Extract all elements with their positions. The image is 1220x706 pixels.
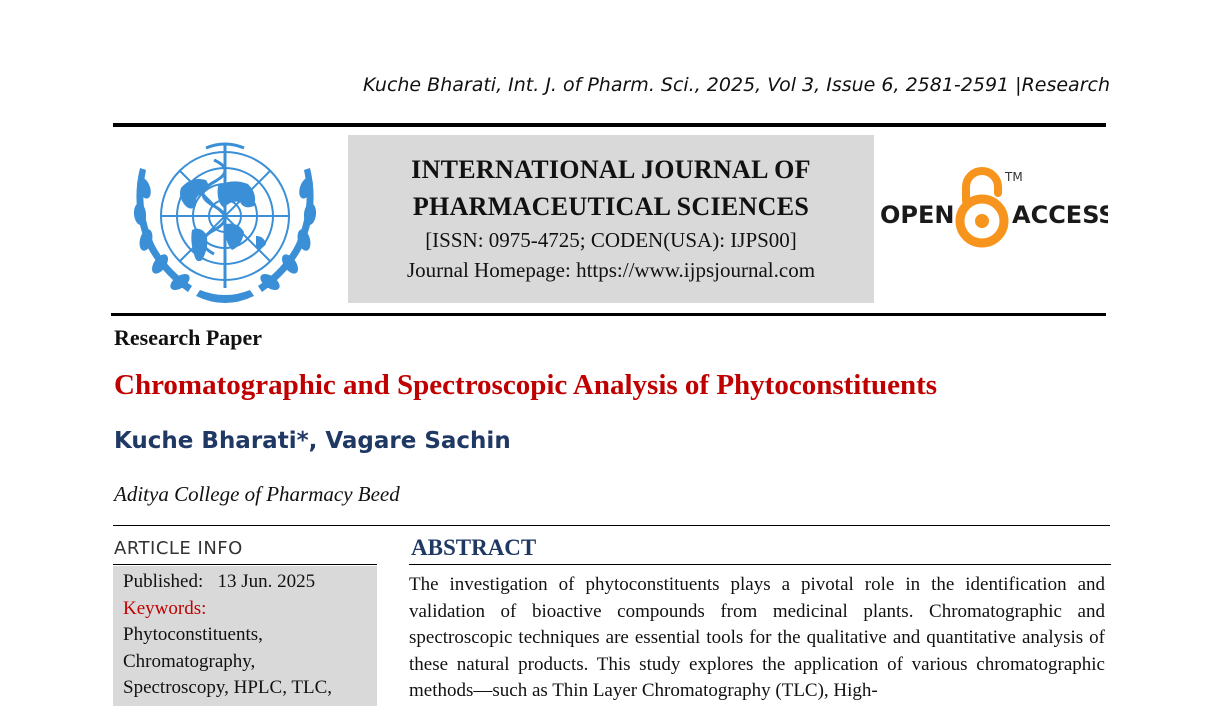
un-emblem-logo — [126, 138, 324, 306]
trademark-mark: TM — [1005, 170, 1023, 184]
keywords-label: Keywords: — [123, 597, 207, 619]
keyword-line: Spectroscopy, HPLC, TLC, — [123, 677, 332, 698]
published-line — [123, 569, 377, 596]
paper-type: Research Paper — [114, 325, 263, 350]
published-date: 13 Jun. 2025 — [217, 571, 316, 592]
header-rule-top — [113, 123, 1106, 127]
abstract-text: The investigation of phytoconstituents plays a pivotal role in the identification and validation of bioactive compounds from medicinal plants. Chromatographic and spectroscopic techniques are essential tools for the qualitative and quantitative analysis of these natural products. This study explores the application of various chromatographic methods—such as Thin Layer Chromatography (TLC), High- — [409, 574, 1105, 701]
journal-name-line1: INTERNATIONAL JOURNAL OF — [411, 155, 811, 184]
open-access-right-word: ACCESS — [1012, 201, 1108, 229]
citation-header: Kuche Bharati, Int. J. of Pharm. Sci., 2025, Vol 3, Issue 6, 2581-2591 |Research — [362, 74, 1110, 96]
journal-issn: [ISSN: 0975-4725; CODEN(USA): IJPS00] — [425, 228, 797, 252]
open-access-left-word: OPEN — [880, 201, 955, 229]
article-info-rule — [113, 564, 377, 565]
journal-name-line2: PHARMACEUTICAL SCIENCES — [412, 192, 810, 221]
article-info-heading: ARTICLE INFO — [114, 538, 243, 559]
article-info-box — [113, 566, 377, 706]
journal-name — [348, 151, 874, 225]
keyword-line: Phytoconstituents, — [123, 624, 263, 645]
abstract-heading: ABSTRACT — [411, 535, 537, 560]
published-label: Published: — [123, 571, 204, 592]
author-affiliation: Aditya College of Pharmacy Beed — [114, 482, 400, 506]
journal-banner — [348, 135, 874, 303]
paper-title: Chromatographic and Spectroscopic Analysis of Phytoconstituents — [114, 369, 938, 401]
journal-homepage: Journal Homepage: https://www.ijpsjournal.com — [406, 258, 816, 282]
open-access-logo — [880, 163, 1108, 253]
header-rule-bottom — [111, 313, 1106, 316]
keyword-line: Chromatography, — [123, 650, 256, 672]
paper-authors: Kuche Bharati*, Vagare Sachin — [114, 428, 511, 454]
abstract-rule — [409, 564, 1111, 565]
section-divider — [113, 525, 1110, 526]
open-access-lock-icon — [960, 171, 1004, 243]
